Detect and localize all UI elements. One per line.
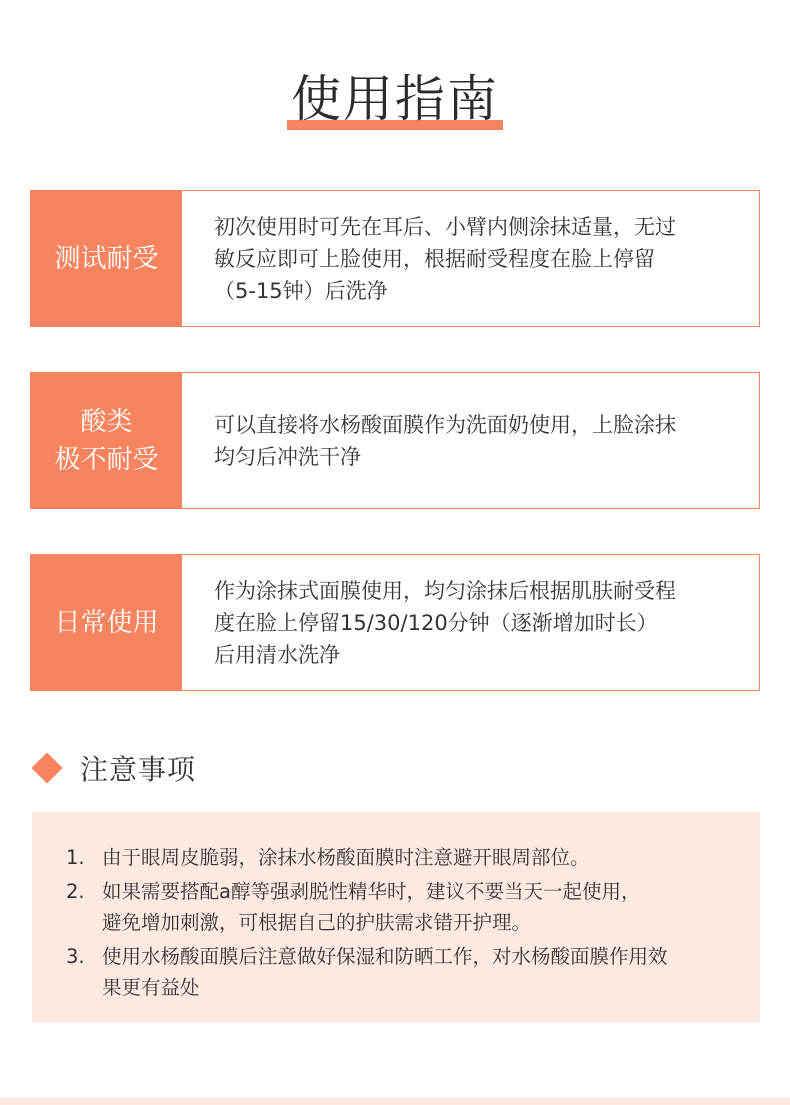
list-item-text: 使用水杨酸面膜后注意做好保湿和防晒工作，对水杨酸面膜作用效 果更有益处 bbox=[102, 944, 668, 999]
guide-card-acid-intolerant bbox=[30, 372, 760, 509]
notice-title: 注意事项 bbox=[80, 753, 197, 786]
list-item bbox=[66, 941, 740, 1004]
list-item-number: 2. bbox=[66, 879, 85, 903]
page-title: 使用指南 bbox=[291, 70, 499, 128]
card-label: 测试耐受 bbox=[31, 191, 182, 326]
notice-header bbox=[30, 746, 196, 790]
card-text: 初次使用时可先在耳后、小臂内侧涂抹适量，无过 敏反应即可上脸使用，根据耐受程度在脸上停留 （5-15钟）后洗净 bbox=[214, 214, 676, 303]
guide-card-tolerance-test bbox=[30, 190, 760, 327]
bottom-divider bbox=[0, 1097, 790, 1105]
card-label: 酸类 极不耐受 bbox=[31, 373, 182, 508]
card-text: 可以直接将水杨酸面膜作为洗面奶使用，上脸涂抹 均匀后冲洗干净 bbox=[214, 412, 676, 469]
diamond-icon bbox=[31, 752, 62, 783]
page-header bbox=[0, 64, 790, 134]
list-item-number: 1. bbox=[66, 846, 85, 869]
list-item bbox=[66, 842, 740, 874]
list-item-number: 3. bbox=[66, 944, 85, 968]
list-item-text: 由于眼周皮脆弱，涂抹水杨酸面膜时注意避开眼周部位。 bbox=[102, 846, 590, 869]
title-block bbox=[291, 64, 499, 134]
card-text: 作为涂抹式面膜使用，均匀涂抹后根据肌肤耐受程 度在脸上停留15/30/120分钟（逐渐增加时长） 后用清水洗净 bbox=[214, 578, 676, 667]
guide-card-daily-use bbox=[30, 554, 760, 691]
list-item-text: 如果需要搭配a醇等强剥脱性精华时，建议不要当天一起使用， 避免增加刺激，可根据自己的护肤需求错开护理。 bbox=[102, 879, 641, 934]
notice-list bbox=[32, 812, 760, 1022]
card-label: 日常使用 bbox=[31, 555, 182, 690]
list-item bbox=[66, 876, 740, 939]
